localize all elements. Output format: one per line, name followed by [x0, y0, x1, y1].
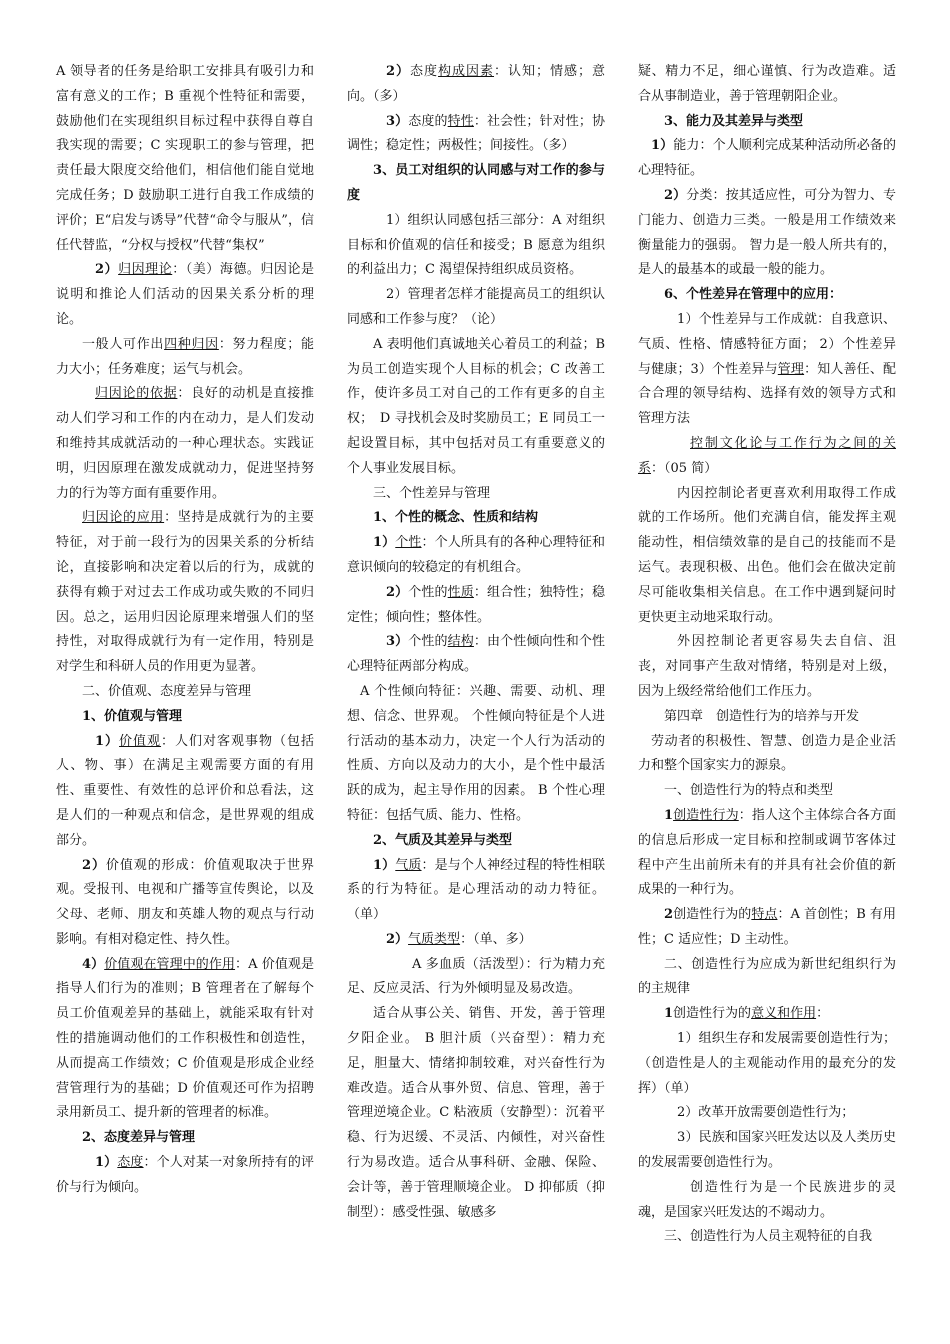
- item-number: 2: [664, 907, 674, 923]
- text: ：A 首创性；B 有用性；C 适应性；D 主动性。: [638, 907, 896, 947]
- term: 创造性行为: [673, 807, 739, 823]
- paragraph: 2）管理者怎样才能提高员工的组织认同感和工作参与度？（论）: [347, 287, 605, 327]
- column-left: [56, 60, 314, 1290]
- chapter-heading: 第四章 创造性行为的培养与开发: [664, 708, 860, 724]
- paragraph: 适合从事公关、销售、开发，善于管理夕阳企业。 B 胆汁质（兴奋型）：精力充足，胆量大、情绪抑制较难，对兴奋性行为难改造。适合从事外贸、信息、管理，善于管理逆境企业。C 粘液质（安静型）：沉着平稳、行为迟缓、不灵活、内倾性，对兴奋性行为易改造。适合从事科研、金融、保险、会计等，善于管理顺境企业。 D 抑郁质（抑制型）：感受性强、敏感多: [347, 1006, 605, 1220]
- paragraph: [56, 730, 314, 854]
- item-number: 1）: [651, 138, 674, 154]
- text: ：努力程度；能力大小；任务难度；运气与机会。: [56, 336, 314, 377]
- paragraph: 1）组织生存和发展需要创造性行为；（创造性是人的主观能动作用的最充分的发挥）（单）: [638, 1031, 896, 1096]
- text: ：（单、多）: [460, 931, 532, 947]
- text: ：良好的动机是直接推动人们学习和工作的内在动力，是人们发动和维持其成就活动的一种心理状态。实践证明，归因原理在激发成就动力，促进坚持努力的行为等方面有重要作用。: [56, 386, 314, 501]
- item-number: 2）: [386, 64, 411, 79]
- text: ：社会性；针对性；协调性；稳定性；两极性；间接性。（多）: [347, 113, 605, 154]
- paragraph: [347, 60, 605, 110]
- item-number: 1）: [95, 733, 120, 749]
- term: 态度: [117, 1155, 144, 1171]
- item-number: 1: [664, 807, 674, 823]
- text: 分类：按其适应性，可分为智力、专门能力、创造力三类。一般是用工作绩效来衡量能力的强弱。 智力是一般人所共有的，是人的最基本的或最一般的能力。: [638, 187, 896, 278]
- term: 气质: [395, 857, 422, 873]
- subsection-heading: 1、价值观与管理: [82, 708, 183, 724]
- paragraph: [56, 333, 314, 383]
- paragraph: [347, 110, 605, 160]
- text: ：指人这个主体综合各方面的信息后形成一定目标和控制或调节客体过程中产生出前所未有的并具有社会价值的新成果的一种行为。: [638, 807, 896, 898]
- item-number: 2）: [82, 857, 106, 873]
- section-heading: 二、价值观、态度差异与管理: [82, 683, 252, 699]
- text: ：人们对客观事物（包括人、物、事）在满足主观需要方面的有用性、重要性、有效性的总评价和总看法，这是人们的一种观点和信念，是世界观的组成部分。: [56, 733, 314, 848]
- text: 能力：个人顺利完成某种活动所必备的心理特征。: [638, 138, 896, 179]
- term: 性质: [447, 584, 474, 600]
- paragraph: [638, 432, 896, 482]
- paragraph: [638, 903, 896, 953]
- paragraph: 创造性行为是一个民族进步的灵魂，是国家兴旺发达的不竭动力。: [638, 1179, 896, 1220]
- text: 态度的: [408, 113, 448, 129]
- paragraph: A 个性倾向特征：兴趣、需要、动机、理想、信念、世界观。 个性倾向特征是个人进行活动的基本动力，决定一个人行为活动的性质、方向以及动力的大小，是个性中最活跃的成为，起主导作用的因素。 B 个性心理特征：包括气质、能力、性格。: [347, 683, 605, 823]
- item-number: 1）: [373, 535, 396, 551]
- text: ：个人所具有的各种心理特征和意识倾向的较稳定的有机组合。: [347, 535, 605, 575]
- section-heading: 一、创造性行为的特点和类型: [664, 783, 834, 799]
- column-middle: [347, 60, 605, 1290]
- paragraph: [56, 506, 314, 680]
- term: 控制文化论与工作行为之间的关系: [638, 435, 896, 476]
- term: 结构: [447, 634, 474, 650]
- term: 归因理论: [118, 262, 173, 278]
- paragraph: [638, 1002, 896, 1027]
- item-number: 4）: [82, 956, 105, 972]
- text: 价值观的形成：价值观取决于世界观。受报刊、电视和广播等宣传舆论，以及父母、老师、朋友和英雄人物的观点与行动影响。有相对稳定性、持久性。: [56, 857, 314, 947]
- subsection-heading: 3、能力及其差异与类型: [664, 113, 804, 129]
- term: 归因论的依据: [95, 386, 178, 402]
- paragraph: [347, 928, 605, 953]
- text: 态度: [410, 64, 439, 79]
- paragraph: [347, 581, 605, 631]
- paragraph: 1）组织认同感包括三部分：A 对组织目标和价值观的信任和接受；B 愿意为组织的利益出力；C 渴望保持组织成员资格。: [347, 212, 605, 278]
- subsection-heading: 1、个性的概念、性质和结构: [373, 510, 539, 526]
- paragraph: 外因控制论者更容易失去自信、沮丧，对同事产生敌对情绪，特别是对上级，因为上级经常给他们工作压力。: [638, 634, 896, 699]
- item-number: 2）: [664, 187, 687, 203]
- section-heading: 二、创造性行为应成为新世纪组织行为的主规律: [638, 956, 896, 997]
- term: 特点: [751, 907, 778, 923]
- item-number: 1）: [95, 1155, 118, 1171]
- paragraph: 疑、精力不足，细心谨慎、行为改造难。适合从事制造业，善于管理朝阳企业。: [638, 64, 896, 104]
- term: 管理: [777, 361, 805, 377]
- paragraph: [638, 308, 896, 432]
- text: ：A 价值观是指导人们行为的准则；B 管理者在了解每个员工价值观差异的基础上，就能采取有针对性的措施调动他们的工作积极性和创造性，从而提高工作绩效；C 价值观是形成企业经营管理行为的基础；D 价值观还可作为招聘录用新员工、提升新的管理者的标准。: [56, 956, 314, 1121]
- text: ：个人对某一对象所持有的评价与行为倾向。: [56, 1155, 314, 1195]
- paragraph: [56, 854, 314, 953]
- paragraph: [638, 804, 896, 903]
- paragraph: 3）民族和国家兴旺发达以及人类历史的发展需要创造性行为。: [638, 1130, 896, 1171]
- column-right: [638, 60, 896, 1290]
- document-page: [56, 60, 896, 1290]
- term: 构成因素: [438, 64, 495, 79]
- item-number: 3）: [386, 634, 409, 650]
- paragraph: 劳动者的积极性、智慧、创造力是企业活力和整个国家实力的源泉。: [638, 733, 896, 774]
- paragraph: A 领导者的任务是给职工安排具有吸引力和富有意义的工作；B 重视个性特征和需要，鼓励他们在实现组织目标过程中获得自尊自我实现的需要；C 实现职工的参与管理，把责任最大限度交给他们，相信他们能自觉地完成任务；D 鼓励职工进行自我工作成绩的评价；E“启发与诱导”代替“命令与服从”，信任代替监，“分权与授权”代替“集权”: [56, 64, 314, 253]
- term: 价值观: [119, 733, 162, 749]
- paragraph: [56, 258, 314, 332]
- paragraph: A 表明他们真诚地关心着员工的利益；B 为员工创造实现个人目标的机会；C 改善工作，使许多员工对自己的工作有更多的自主权； D 寻找机会及时奖励员工；E 同员工一起设置目标，其中包括对员工有重要意义的个人事业发展目标。: [347, 336, 605, 476]
- paragraph: A 多血质（活泼型）：行为精力充足、反应灵活、行为外倾明显及易改造。: [347, 956, 605, 997]
- term: 四种归因: [164, 336, 219, 352]
- text: ：（05 简）: [651, 460, 718, 476]
- text: ：知人善任、配合合理的领导结构、选择有效的领导方式和管理方法: [638, 361, 896, 427]
- term: 气质类型: [408, 931, 461, 947]
- text: 一般人可作出: [82, 336, 165, 352]
- term: 价值观在管理中的作用: [104, 956, 236, 972]
- text: 个性的: [408, 634, 448, 650]
- term: 特性: [447, 113, 474, 129]
- item-number: 2）: [386, 584, 409, 600]
- item-number: 1: [664, 1006, 674, 1022]
- paragraph: [638, 134, 896, 184]
- paragraph: [347, 854, 605, 928]
- section-heading: 三、创造性行为人员主观特征的自我: [664, 1229, 873, 1245]
- term: 归因论的应用: [82, 510, 165, 526]
- text: ：是与个人神经过程的特性相联系的行为特征。是心理活动的动力特征。（单）: [347, 857, 605, 923]
- subsection-heading: 6、个性差异在管理中的应用：: [664, 287, 843, 303]
- subsection-heading: 2、气质及其差异与类型: [373, 832, 513, 848]
- subsection-heading: 3、员工对组织的认同感与对工作的参与度: [347, 163, 605, 203]
- item-number: 1）: [373, 857, 396, 873]
- paragraph: 2）改革开放需要创造性行为；: [677, 1105, 855, 1121]
- paragraph: [347, 630, 605, 680]
- paragraph: [56, 953, 314, 1127]
- term: 个性: [395, 535, 422, 551]
- paragraph: [56, 382, 314, 506]
- text: ：组合性；独特性；稳定性；倾向性；整体性。: [347, 584, 605, 625]
- paragraph: [56, 1151, 314, 1201]
- text: 创造性行为的: [673, 1006, 752, 1022]
- item-number: 2）: [95, 262, 119, 278]
- text: 1）个性差异与工作成就：自我意识、气质、性格、情感特征方面； 2）个性差异与健康；3）个性差异与: [638, 311, 896, 377]
- text: 创造性行为的: [673, 907, 752, 923]
- paragraph: [638, 184, 896, 283]
- text: ：由个性倾向性和个性心理特征两部分构成。: [347, 634, 605, 675]
- paragraph: [347, 531, 605, 581]
- term: 意义和作用: [751, 1006, 817, 1022]
- text: ：（美）海德。归因论是说明和推论人们活动的因果关系分析的理论。: [56, 262, 314, 327]
- text: ：: [816, 1006, 830, 1022]
- text: ：认知；情感；意向。（多）: [347, 64, 605, 104]
- paragraph: 内因控制论者更喜欢利用取得工作成就的工作场所。他们充满自信，能发挥主观能动性，相信绩效靠的是自己的技能而不是运气。表现积极、出色。他们会在做决定前尽可能收集相关信息。在工作中遇到疑问时更快更主动地采取行动。: [638, 485, 896, 625]
- section-heading: 三、个性差异与管理: [373, 485, 491, 501]
- text: ：坚持是成就行为的主要特征，对于前一段行为的因果关系的分析结论，直接影响和决定着以后的行为，成就的获得有赖于对过去工作成功或失败的不同归因。总之，运用归因论原理来增强人们的坚持性，对取得成就行为有一定作用，特别是对学生和科研人员的作用更为显著。: [56, 510, 314, 675]
- text: 个性的: [408, 584, 448, 600]
- subsection-heading: 2、态度差异与管理: [82, 1130, 196, 1146]
- item-number: 3）: [386, 113, 409, 129]
- item-number: 2）: [386, 931, 409, 947]
